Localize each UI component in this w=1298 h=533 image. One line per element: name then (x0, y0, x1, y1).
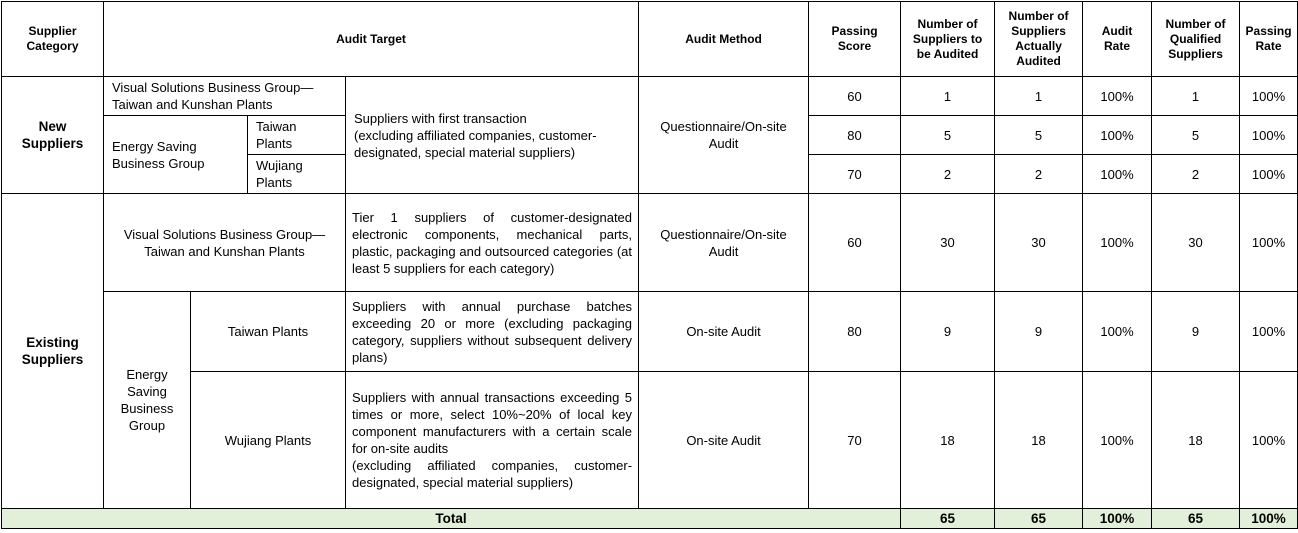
audit-rate: 100% (1083, 77, 1152, 116)
header-passing-rate: Passing Rate (1240, 2, 1298, 77)
method-onsite-audit: On-site Audit (639, 292, 809, 372)
passing-score: 80 (809, 292, 901, 372)
qualified-suppliers: 5 (1152, 116, 1240, 155)
passing-score: 80 (809, 116, 901, 155)
passing-rate: 100% (1240, 292, 1298, 372)
passing-rate: 100% (1240, 77, 1298, 116)
suppliers-actually-audited: 30 (995, 194, 1083, 292)
passing-rate: 100% (1240, 194, 1298, 292)
passing-score: 60 (809, 194, 901, 292)
target-taiwan-plants: Taiwan Plants (191, 292, 346, 372)
qualified-suppliers: 2 (1152, 155, 1240, 194)
suppliers-to-be-audited: 1 (901, 77, 995, 116)
qualified-suppliers: 18 (1152, 372, 1240, 509)
method-onsite-audit: On-site Audit (639, 372, 809, 509)
table-row (2, 292, 1298, 372)
total-label: Total (2, 509, 901, 529)
category-new-suppliers: New Suppliers (2, 77, 104, 194)
suppliers-actually-audited: 5 (995, 116, 1083, 155)
passing-rate: 100% (1240, 155, 1298, 194)
suppliers-to-be-audited: 5 (901, 116, 995, 155)
passing-score: 70 (809, 155, 901, 194)
passing-score: 60 (809, 77, 901, 116)
passing-score: 70 (809, 372, 901, 509)
category-existing-suppliers: Existing Suppliers (2, 194, 104, 509)
criteria-annual-transactions: Suppliers with annual transactions exceeding 5 times or more, select 10%~20% of local key component manufacturers with a certain scale for on-site audits (excluding affiliated companies, customer-designated, special material suppliers) (346, 372, 639, 509)
header-qualified-suppliers: Number of Qualified Suppliers (1152, 2, 1240, 77)
audit-rate: 100% (1083, 292, 1152, 372)
target-taiwan-plants: Taiwan Plants (248, 116, 346, 155)
method-questionnaire-onsite: Questionnaire/On-site Audit (639, 77, 809, 194)
qualified-suppliers: 30 (1152, 194, 1240, 292)
audit-rate: 100% (1083, 194, 1152, 292)
total-qualified-suppliers: 65 (1152, 509, 1240, 529)
header-suppliers-to-be-audited: Number of Suppliers to be Audited (901, 2, 995, 77)
supplier-audit-table (1, 1, 1298, 529)
suppliers-to-be-audited: 18 (901, 372, 995, 509)
target-energy-saving-group: Energy Saving Business Group (104, 116, 248, 194)
target-visual-solutions-group: Visual Solutions Business Group— Taiwan and Kunshan Plants (104, 77, 346, 116)
table-row (2, 77, 1298, 116)
header-row (2, 2, 1298, 77)
suppliers-to-be-audited: 30 (901, 194, 995, 292)
suppliers-actually-audited: 18 (995, 372, 1083, 509)
method-questionnaire-onsite: Questionnaire/On-site Audit (639, 194, 809, 292)
header-suppliers-actually-audited: Number of Suppliers Actually Audited (995, 2, 1083, 77)
header-supplier-category: Supplier Category (2, 2, 104, 77)
total-audit-rate: 100% (1083, 509, 1152, 529)
audit-rate: 100% (1083, 155, 1152, 194)
criteria-first-transaction: Suppliers with first transaction (excluding affiliated companies, customer-designated, special material suppliers) (346, 77, 639, 194)
qualified-suppliers: 9 (1152, 292, 1240, 372)
passing-rate: 100% (1240, 116, 1298, 155)
target-visual-solutions-group: Visual Solutions Business Group— Taiwan and Kunshan Plants (104, 194, 346, 292)
total-row (2, 509, 1298, 529)
total-suppliers-actually-audited: 65 (995, 509, 1083, 529)
table-row (2, 372, 1298, 509)
suppliers-to-be-audited: 2 (901, 155, 995, 194)
passing-rate: 100% (1240, 372, 1298, 509)
table-row (2, 194, 1298, 292)
total-suppliers-to-be-audited: 65 (901, 509, 995, 529)
suppliers-actually-audited: 9 (995, 292, 1083, 372)
header-audit-target: Audit Target (104, 2, 639, 77)
audit-rate: 100% (1083, 372, 1152, 509)
suppliers-actually-audited: 2 (995, 155, 1083, 194)
target-energy-saving-group: Energy Saving Business Group (104, 292, 191, 509)
criteria-tier1-suppliers: Tier 1 suppliers of customer-designated electronic components, mechanical parts, plastic, packaging and outsourced categories (at least 5 suppliers for each category) (346, 194, 639, 292)
header-audit-method: Audit Method (639, 2, 809, 77)
header-audit-rate: Audit Rate (1083, 2, 1152, 77)
total-passing-rate: 100% (1240, 509, 1298, 529)
suppliers-to-be-audited: 9 (901, 292, 995, 372)
criteria-annual-purchase-batches: Suppliers with annual purchase batches exceeding 20 or more (excluding packaging category, suppliers without subsequent delivery plans) (346, 292, 639, 372)
qualified-suppliers: 1 (1152, 77, 1240, 116)
suppliers-actually-audited: 1 (995, 77, 1083, 116)
audit-rate: 100% (1083, 116, 1152, 155)
target-wujiang-plants: Wujiang Plants (248, 155, 346, 194)
target-wujiang-plants: Wujiang Plants (191, 372, 346, 509)
header-passing-score: Passing Score (809, 2, 901, 77)
